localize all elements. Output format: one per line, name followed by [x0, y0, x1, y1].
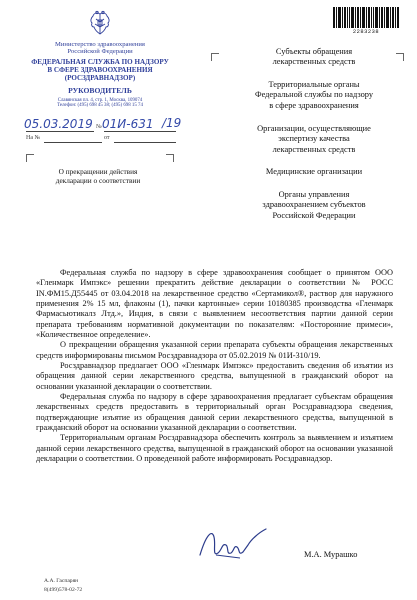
ref-from-label: от — [104, 135, 110, 141]
letter-body — [36, 268, 393, 464]
recipient-group: Субъекты обращения лекарственных средств — [272, 47, 356, 67]
recipient-group: Организации, осуществляющие экспертизу качества лекарственных средств — [257, 124, 371, 154]
ref-number-label: На № — [26, 135, 41, 141]
letter-subject: О прекращении действия декларации о соответствии — [55, 167, 141, 185]
number-label: № — [96, 124, 102, 130]
signer-name: М.А. Мурашко — [304, 550, 358, 559]
address-block: Славянская пл. 4, стр. 1, Москва, 109074 Телефон: (495) 698 45 38; (495) 698 15 74 — [57, 98, 143, 109]
service-name: ФЕДЕРАЛЬНАЯ СЛУЖБА ПО НАДЗОРУ В СФЕРЕ ЗДРАВООХРАНЕНИЯ (РОСЗДРАВНАДЗОР) — [31, 58, 169, 82]
emblem-icon — [88, 10, 112, 37]
signature-mark — [196, 525, 272, 565]
head-title: РУКОВОДИТЕЛЬ — [68, 86, 132, 95]
handwritten-date: 05.03.2019 — [24, 117, 93, 131]
handwritten-year: /19 — [162, 116, 182, 130]
ministry-name: Министерство здравоохранения Российской Федерации — [55, 41, 145, 56]
ref-number-line — [44, 142, 102, 143]
recipient-group: Медицинские организации — [265, 167, 363, 176]
body-paragraph: О прекращении обращения указанной серии препарата субъекты обращения лекарственных средств информированы письмом Росздравнадзора от 05.02.2019 № 01И-310/19. — [36, 340, 393, 360]
recipient-group: Территориальные органы Федеральной службы по надзору в сфере здравоохранения — [254, 80, 374, 110]
body-paragraph: Росздравнадзор предлагает ООО «Гленмарк Импэкс» предоставить сведения об изъятии из обращения данной серии лекарственного средства, выпущенной в гражданский оборот на основании указанной декларации о соответствии. — [36, 360, 393, 391]
body-paragraph: Федеральная служба по надзору в сфере здравоохранения сообщает о принятом ООО «Гленмарк Импэкс» решении прекратить действие декларации о соответствии № РОСС IN.ФМ15.Д55445 от 03.04.2018 на лекарственное средство «Сертамикол®, раствор для наружного применения 2% 15 мл, флаконы (1), пачки картонные» серии 10180385 производства «Гленмарк Фармасьютикалз Лтд.», Индия, в связи с выявлением несоответствия партии данной серии препарата требованиям нормативной документации по показателям: «Посторонние примеси», «Количественное определение». — [36, 268, 393, 339]
corner-mark — [396, 53, 404, 61]
date-line — [26, 131, 94, 132]
corner-mark — [26, 154, 34, 162]
recipient-group: Органы управления здравоохранением субъектов Российской Федерации — [262, 190, 366, 220]
body-paragraph: Территориальным органам Росздравнадзора обеспечить контроль за выявлением и изъятием данной серии лекарственного средства, выпущенной в гражданский оборот на основании указанной декларации о соответствии. О проведенной работе информировать Росздравнадзор. — [36, 433, 393, 463]
ref-from-line — [114, 142, 176, 143]
executor-name: А.А. Гаспарян — [44, 578, 79, 584]
body-paragraph: Федеральная служба по надзору в сфере здравоохранения предлагает субъектам обращения лекарственных средств предоставить в территориальный орган Росздравнадзора сведения, подтверждающие изъятие из обращения данной серии лекарственного средства, выпущенной в гражданский оборот на основании указанной декларации о соответствии. — [36, 391, 393, 432]
corner-mark — [166, 154, 174, 162]
number-line — [104, 131, 176, 132]
barcode-number: 2283238 — [352, 29, 380, 35]
executor-phone: 8(499)578-02-72 — [44, 587, 83, 593]
barcode — [333, 7, 399, 28]
handwritten-number: 01И-631 — [102, 117, 154, 131]
corner-mark — [211, 53, 219, 61]
